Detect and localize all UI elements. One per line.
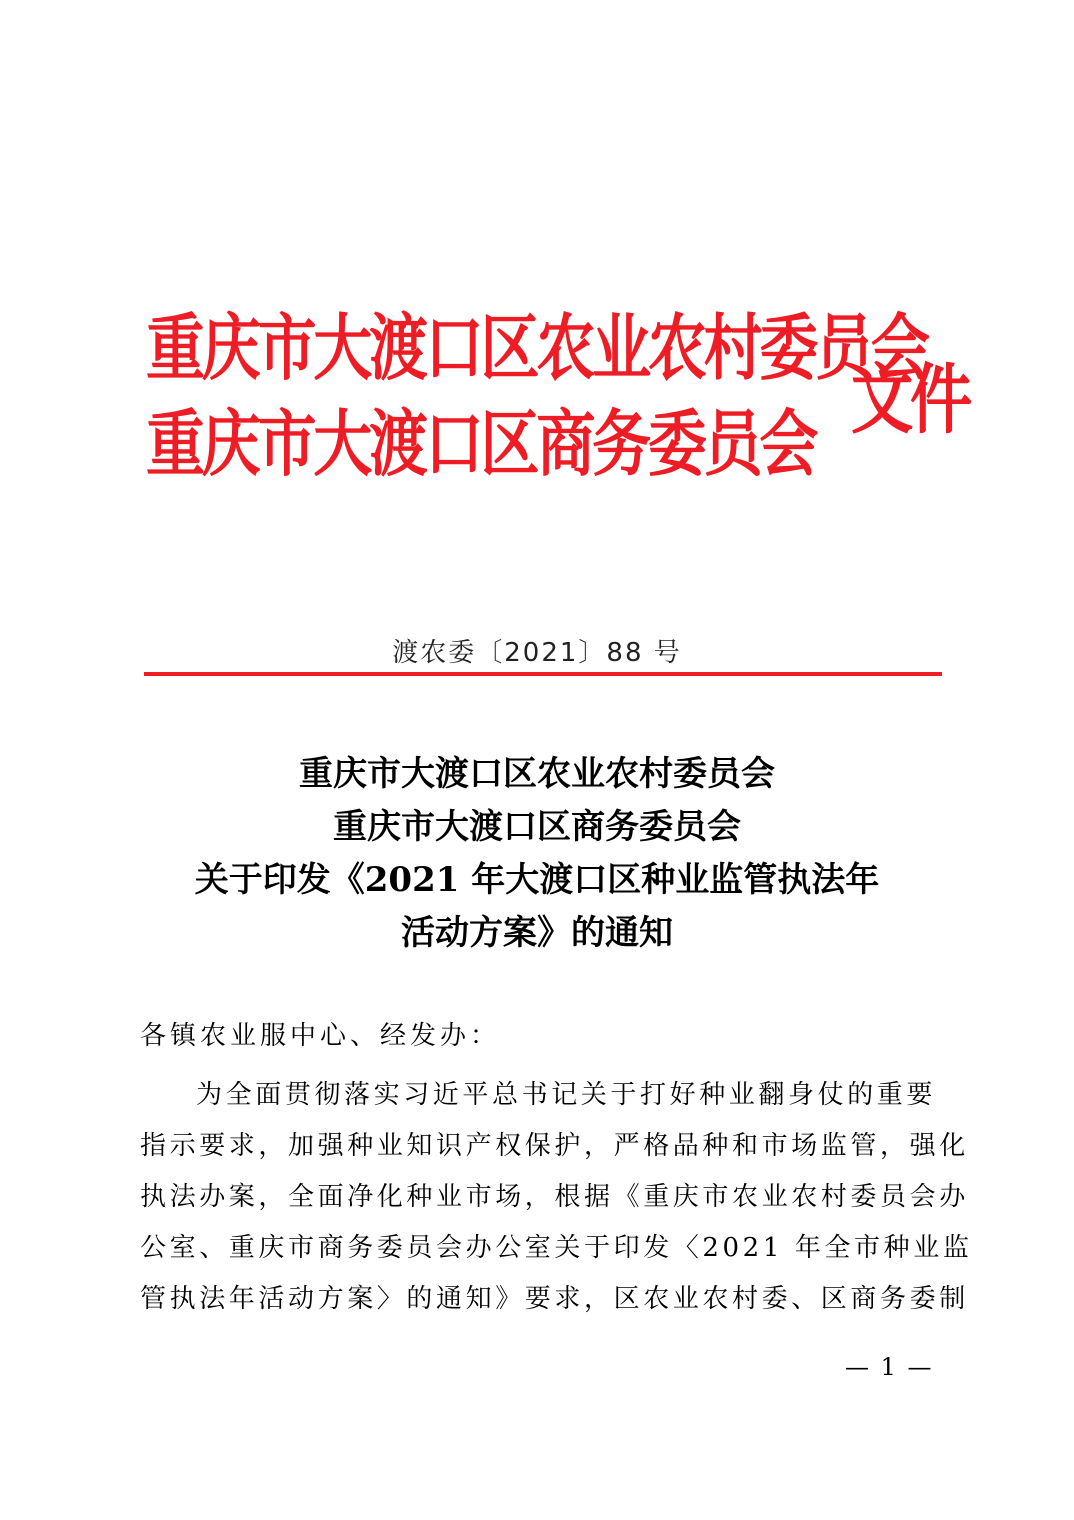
- body-line: 为全面贯彻落实习近平总书记关于打好种业翻身仗的重要: [196, 1080, 937, 1110]
- body-line: 管执法年活动方案〉的通知》要求，区农业农村委、区商务委制: [140, 1284, 969, 1314]
- red-divider-line: [144, 672, 942, 676]
- document-title: [0, 748, 1074, 960]
- masthead-suffix: 文件: [851, 355, 970, 444]
- body-line: 指示要求，加强种业知识产权保护，严格品种和市场监管，强化: [140, 1131, 969, 1161]
- body-line: 执法办案，全面净化种业市场，根据《重庆市农业农村委员会办: [140, 1182, 969, 1212]
- title-line: 活动方案》的通知: [401, 913, 673, 953]
- title-line: 重庆市大渡口区农业农村委员会: [299, 754, 775, 794]
- title-line: 关于印发《2021 年大渡口区种业监管执法年: [194, 860, 880, 900]
- title-line: 重庆市大渡口区商务委员会: [333, 807, 741, 847]
- masthead-issuer-line: 重庆市大渡口区商务委员会: [146, 402, 816, 486]
- body-paragraph: [140, 1070, 973, 1325]
- page-number: — 1 —: [845, 1353, 934, 1381]
- body-line: 公室、重庆市商务委员会办公室关于印发〈2021 年全市种业监: [140, 1233, 973, 1263]
- document-number: 渡农委〔2021〕88 号: [392, 638, 682, 668]
- red-masthead: [146, 300, 970, 510]
- salutation: 各镇农业服中心、经发办：: [140, 1021, 501, 1051]
- masthead-issuer-line: 重庆市大渡口区农业农村委员会: [146, 306, 927, 390]
